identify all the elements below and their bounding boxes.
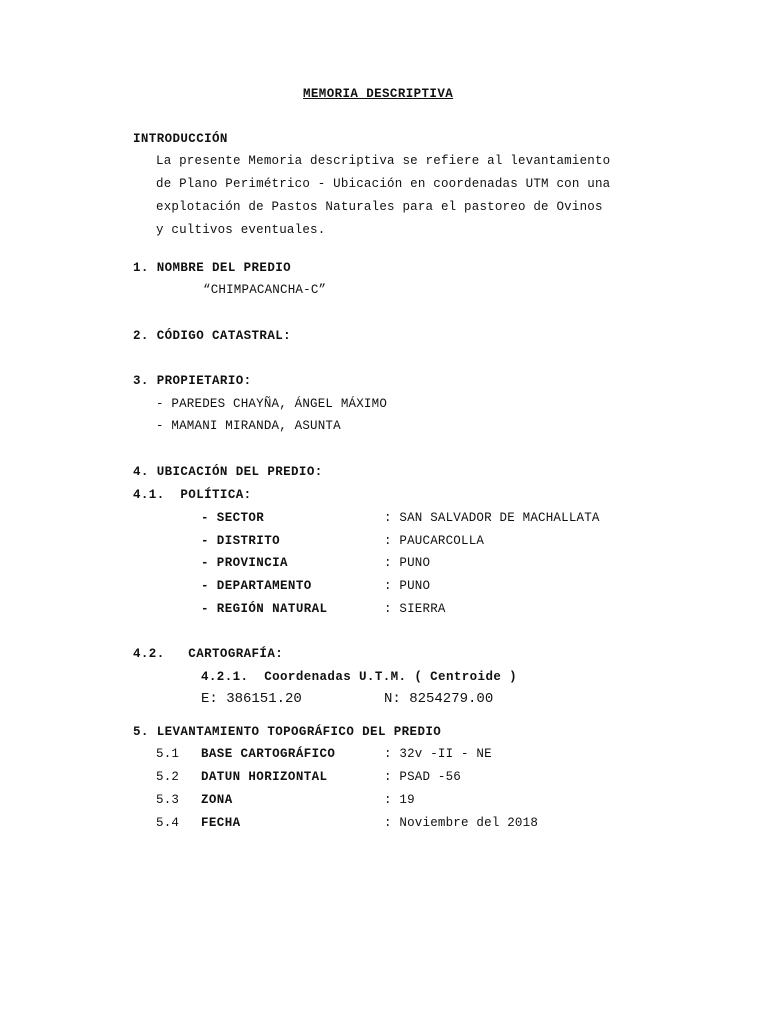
topo-number: 5.2 [156,770,180,784]
politica-label: - SECTOR [201,511,265,525]
topo-label: DATUN HORIZONTAL [201,770,328,784]
intro-line: de Plano Perimétrico - Ubicación en coordenadas UTM con una [156,177,611,191]
owner-item: - PAREDES CHAYÑA, ÁNGEL MÁXIMO [156,397,388,411]
section-5-heading: 5. LEVANTAMIENTO TOPOGRÁFICO DEL PREDIO [133,725,442,739]
utm-east: E: 386151.20 [201,691,302,707]
politica-value: : PAUCARCOLLA [384,534,485,548]
intro-line: La presente Memoria descriptiva se refiere al levantamiento [156,154,611,168]
property-name: “CHIMPACANCHA-C” [203,283,327,297]
topo-number: 5.1 [156,747,180,761]
topo-value: : 32v -II - NE [384,747,492,761]
politica-value: : SAN SALVADOR DE MACHALLATA [384,511,600,525]
topo-value: : PSAD -56 [384,770,462,784]
topo-value: : 19 [384,793,415,807]
politica-label: - DEPARTAMENTO [201,579,312,593]
topo-number: 5.4 [156,816,180,830]
politica-label: - DISTRITO [201,534,281,548]
document-title: MEMORIA DESCRIPTIVA [303,87,454,101]
politica-heading: 4.1. POLÍTICA: [133,488,252,502]
section-3-heading: 3. PROPIETARIO: [133,374,252,388]
politica-value: : SIERRA [384,602,446,616]
cartografia-heading: 4.2. CARTOGRAFÍA: [133,647,284,661]
topo-label: FECHA [201,816,241,830]
politica-label: - REGIÓN NATURAL [201,602,328,616]
politica-value: : PUNO [384,579,431,593]
utm-north: N: 8254279.00 [384,691,494,707]
topo-value: : Noviembre del 2018 [384,816,539,830]
section-4-heading: 4. UBICACIÓN DEL PREDIO: [133,465,323,479]
topo-label: ZONA [201,793,233,807]
politica-label: - PROVINCIA [201,556,288,570]
intro-heading: INTRODUCCIÓN [133,132,228,146]
politica-value: : PUNO [384,556,431,570]
intro-line: y cultivos eventuales. [156,223,326,237]
section-2-heading: 2. CÓDIGO CATASTRAL: [133,329,292,343]
utm-heading: 4.2.1. Coordenadas U.T.M. ( Centroide ) [201,670,518,684]
section-1-heading: 1. NOMBRE DEL PREDIO [133,261,292,275]
intro-line: explotación de Pastos Naturales para el pastoreo de Ovinos [156,200,603,214]
topo-label: BASE CARTOGRÁFICO [201,747,336,761]
topo-number: 5.3 [156,793,180,807]
owner-item: - MAMANI MIRANDA, ASUNTA [156,419,341,433]
